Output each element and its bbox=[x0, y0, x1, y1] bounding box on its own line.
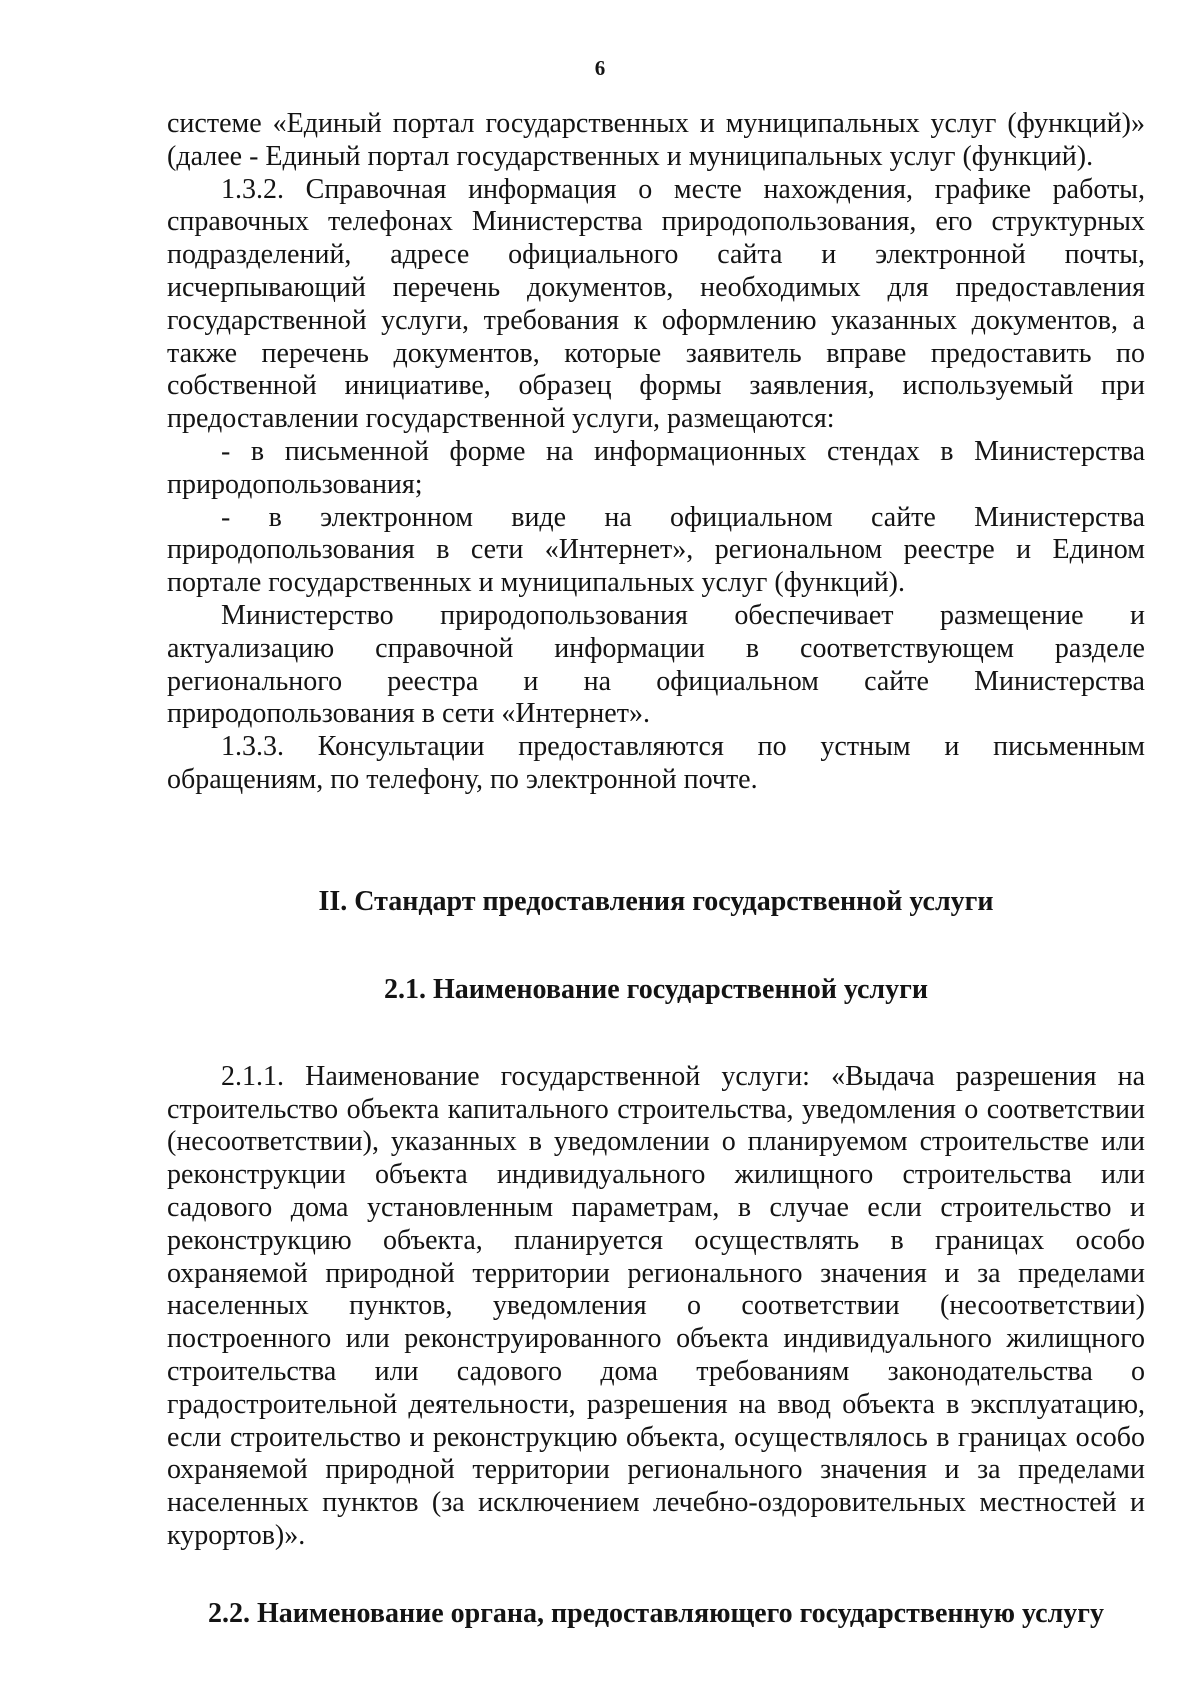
paragraph: - в письменной форме на информационных стендах в Министерства природопользования; bbox=[167, 435, 1145, 500]
paragraph: - в электронном виде на официальном сайте Министерства природопользования в сети «Интернет», региональном реестре и Едином портале государственных и муниципальных услуг (функций). bbox=[167, 501, 1145, 599]
paragraph: системе «Единый портал государственных и муниципальных услуг (функций)» (далее - Единый портал государственных и муниципальных услуг (функций). bbox=[167, 108, 1145, 172]
subsection-2-1-text-block bbox=[167, 1061, 1145, 1553]
subsection-heading-2-2: 2.2. Наименование органа, предоставляющего государственную услугу bbox=[207, 1597, 1105, 1629]
section-heading: II. Стандарт предоставления государственной услуги bbox=[318, 885, 994, 917]
paragraph: 1.3.3. Консультации предоставляются по устным и письменным обращениям, по телефону, по электронной почте. bbox=[167, 731, 1145, 795]
page-number: 6 bbox=[594, 56, 606, 80]
paragraph: Министерство природопользования обеспечивает размещение и актуализацию справочной информации в соответствующем разделе регионального реестра и на официальном сайте Министерства природопользования в сети «Интернет». bbox=[167, 599, 1145, 730]
intro-text-block bbox=[167, 108, 1145, 797]
document-body bbox=[167, 108, 1145, 1630]
paragraph: 1.3.2. Справочная информация о месте нахождения, графике работы, справочных телефонах Министерства природопользования, его структурных подразделений, адресе официального сайта и электронной почты, исчерпывающий перечень документов, необходимых для предоставления государственной услуги, требования к оформлению указанных документов, а также перечень документов, которые заявитель вправе предоставить по собственной инициативе, образец формы заявления, используемый при предоставлении государственной услуги, размещаются: bbox=[167, 173, 1145, 435]
paragraph: 2.1.1. Наименование государственной услуги: «Выдача разрешения на строительство объекта капитального строительства, уведомления о соответствии (несоответствии), указанных в уведомлении о планируемом строительстве или реконструкции объекта индивидуального жилищного строительства или садового дома установленным параметрам, в случае если строительство и реконструкцию объекта, планируется осуществлять в границах особо охраняемой природной территории регионального значения и за пределами населенных пунктов, уведомления о соответствии (несоответствии) построенного или реконструированного объекта индивидуального жилищного строительства или садового дома требованиям законодательства о градостроительной деятельности, разрешения на ввод объекта в эксплуатацию, если строительство и реконструкцию объекта, осуществлялось в границах особо охраняемой природной территории регионального значения и за пределами населенных пунктов (за исключением лечебно-оздоровительных местностей и курортов)». bbox=[167, 1060, 1145, 1551]
subsection-heading-2-1: 2.1. Наименование государственной услуги bbox=[384, 973, 928, 1005]
